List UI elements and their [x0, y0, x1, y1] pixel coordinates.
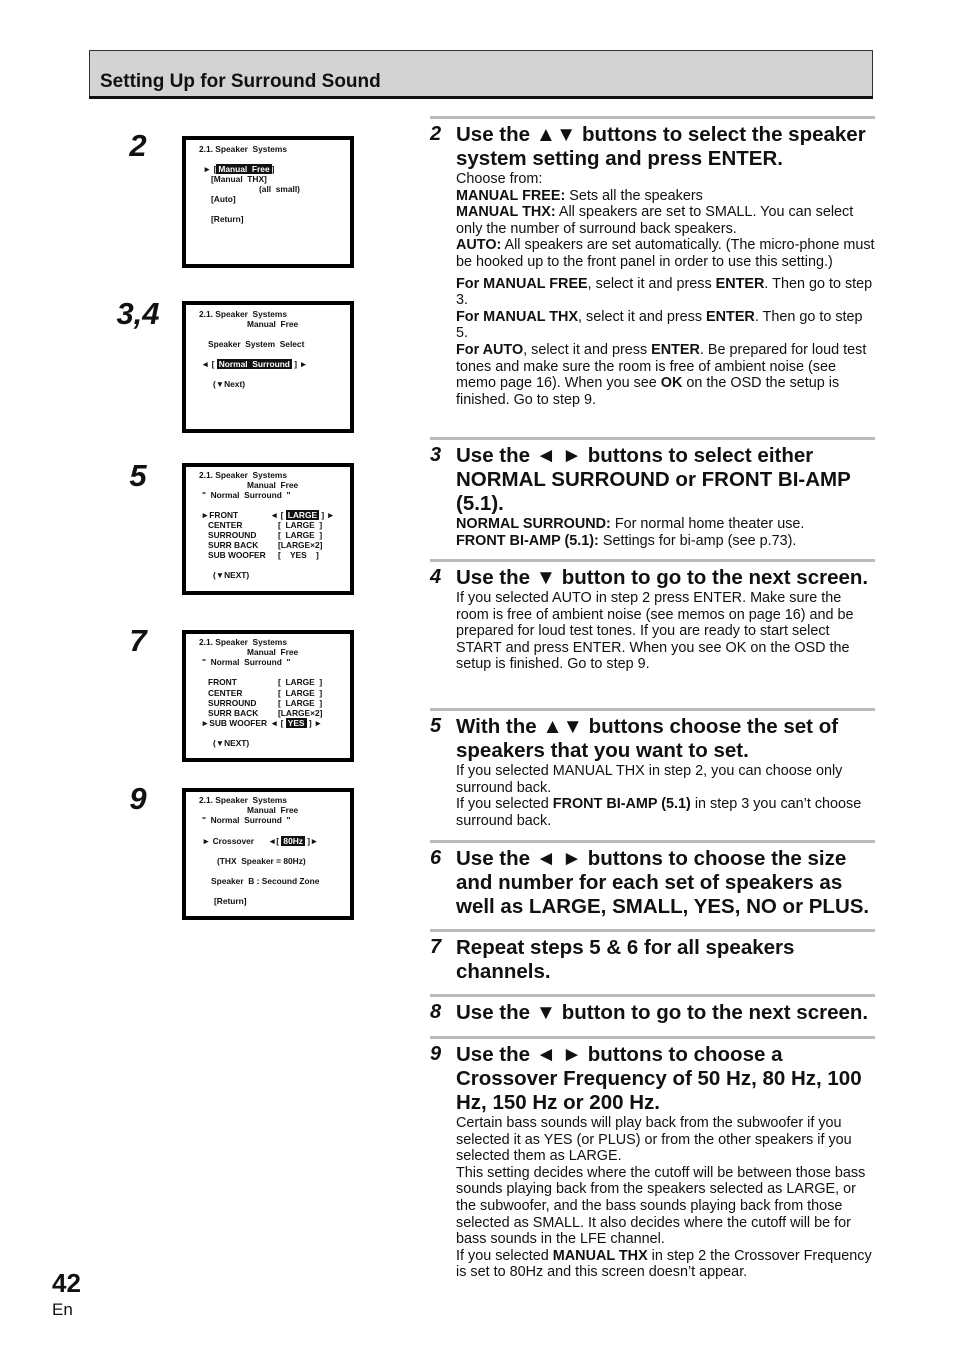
osd-line: CENTER [208, 520, 243, 530]
osd-line: [Manual THX] [211, 174, 267, 184]
osd-line: FRONT [208, 677, 237, 687]
step-6 [430, 847, 875, 919]
osd-line: 2.1. Speaker Systems [199, 637, 287, 647]
osd-next-hint: (▼Next) [213, 379, 246, 389]
osd-line: Manual Free [247, 647, 299, 657]
step-heading: Use the ▼ button to go to the next screen. [456, 566, 869, 589]
step-number: 5 [430, 715, 442, 737]
divider [430, 1036, 875, 1039]
osd-line: 2.1. Speaker Systems [199, 144, 287, 154]
osd-line: Speaker System Select [208, 339, 305, 349]
osd-row-subwoofer-value: ◄ [ YES ] ► [270, 718, 323, 728]
osd-line: SURR BACK [208, 540, 259, 550]
step-3 [430, 444, 875, 549]
osd-row-subwoofer: ►SUB WOOFER [201, 718, 267, 728]
osd-line: Manual Free [247, 319, 299, 329]
step-9 [430, 1043, 875, 1281]
osd-line: SURROUND [208, 530, 257, 540]
osd-line: [ LARGE ] [278, 520, 323, 530]
osd-line: " Normal Surround " [202, 657, 291, 667]
step-number: 2 [430, 123, 442, 145]
screen-label-9: 9 [129, 781, 147, 816]
osd-line: Manual Free [247, 480, 299, 490]
step-text: If you selected MANUAL THX in step 2 the Crossover Frequency is set to 80Hz and this screen doesn’t appear. [456, 1247, 872, 1281]
divider [430, 708, 875, 711]
step-text: If you selected MANUAL THX in step 2, you can choose only surround back. [456, 763, 843, 796]
osd-line: [LARGE×2] [278, 708, 323, 718]
step-heading: Use the ◄ ► buttons to choose the size and number for each set of speakers as well as LARGE, SMALL, YES, NO or PLUS. [456, 847, 870, 918]
divider [430, 437, 875, 440]
osd-row-front-value: ◄ [ LARGE ] ► [270, 510, 335, 520]
step-4 [430, 566, 875, 673]
osd-line: Manual Free [247, 805, 299, 815]
divider [430, 840, 875, 843]
step-number: 3 [430, 444, 442, 466]
screen-label-7: 7 [129, 623, 147, 658]
screen-label-2: 2 [129, 128, 147, 163]
osd-line: [ LARGE ] [278, 698, 323, 708]
step-heading: With the ▲▼ buttons choose the set of speakers that you want to set. [456, 715, 839, 762]
divider [430, 116, 875, 119]
osd-line: (all small) [259, 184, 300, 194]
osd-line: [Return] [214, 896, 247, 906]
divider [430, 929, 875, 932]
osd-line: SURROUND [208, 698, 257, 708]
osd-line: SUB WOOFER [208, 550, 266, 560]
osd-next-hint: (▼NEXT) [213, 738, 250, 748]
osd-line: [ LARGE ] [278, 677, 323, 687]
step-text: This setting decides where the cutoff will be between those bass sounds playing back from the speakers selected as LARGE, or the subwoofer, and the bass sounds playing back from those selected as SMALL. It also decides where the cutoff will be for bass sounds in the LFE channel. [456, 1164, 866, 1248]
step-5 [430, 715, 875, 829]
step-heading: Use the ▼ button to go to the next screen. [456, 1001, 869, 1024]
step-heading: Use the ◄ ► buttons to select either NORMAL SURROUND or FRONT BI-AMP (5.1). [456, 444, 851, 515]
osd-line: [Auto] [211, 194, 236, 204]
step-number: 7 [430, 936, 442, 958]
step-number: 8 [430, 1001, 442, 1023]
screen-label-34: 3,4 [116, 296, 160, 331]
osd-row-crossover: ► Crossover [202, 836, 255, 846]
osd-screen-step34 [182, 301, 354, 433]
osd-line: [LARGE×2] [278, 540, 323, 550]
osd-screen-step9 [182, 788, 354, 920]
osd-row-crossover-value: ◄[ 80Hz ]► [268, 836, 319, 846]
osd-line: 2.1. Speaker Systems [199, 795, 287, 805]
osd-line: (THX Speaker = 80Hz) [217, 856, 306, 866]
osd-selected-option: ◄ [ Normal Surround ] ► [201, 359, 308, 369]
screen-label-5: 5 [129, 458, 147, 493]
osd-line: " Normal Surround " [202, 490, 291, 500]
osd-screen-step2 [182, 136, 354, 268]
step-text: NORMAL SURROUND: For normal home theater use. FRONT BI-AMP (5.1): Settings for bi-amp (see p.73). [456, 516, 805, 549]
step-text: MANUAL FREE: Sets all the speakers MANUAL THX: All speakers are set to SMALL. You can select only the number of surround back speakers. AUTO: All speakers are set automatically. (The micro-phone must be hooked up to the front panel in order to use this setting.) [456, 187, 875, 270]
osd-screen-step5 [182, 463, 354, 595]
step-number: 9 [430, 1043, 442, 1065]
step-heading: Use the ◄ ► buttons to choose a Crossover Frequency of 50 Hz, 80 Hz, 100 Hz, 150 Hz or 200 Hz. [456, 1043, 862, 1114]
step-number: 6 [430, 847, 442, 869]
section-title: Setting Up for Surround Sound [100, 71, 381, 92]
step-text: If you selected AUTO in step 2 press ENTER. Make sure the room is free of ambient noise (see memos on page 16) and be prepared for loud test tones. If you are ready to start select START and press ENTER. When you see OK on the OSD the setup is finished. Go to step 9. [456, 590, 854, 673]
step-heading: Repeat steps 5 & 6 for all speakers channels. [456, 936, 795, 983]
divider [430, 559, 875, 562]
step-8 [430, 1001, 875, 1025]
step-7 [430, 936, 875, 984]
step-heading: Use the ▲▼ buttons to select the speaker system setting and press ENTER. [456, 123, 866, 170]
osd-line: Speaker B : Secound Zone [211, 876, 320, 886]
page-number: 42 [52, 1268, 81, 1298]
osd-line: CENTER [208, 688, 243, 698]
osd-line: 2.1. Speaker Systems [199, 470, 287, 480]
step-text: For MANUAL FREE, select it and press ENTER. Then go to step 3. For MANUAL THX, select it and press ENTER. Then go to step 5. For AUTO, select it and press ENTER. Be prepared for loud test tones and make sure the room is free of ambient noise (see memo page 16). When you see OK on the OSD the setup is finished. Go to step 9. [456, 275, 873, 408]
osd-line: [ YES ] [278, 550, 319, 560]
osd-line: [Return] [211, 214, 244, 224]
step-text: If you selected FRONT BI-AMP (5.1) in step 3 you can’t choose surround back. [456, 796, 862, 829]
osd-line: [ LARGE ] [278, 688, 323, 698]
osd-next-hint: (▼NEXT) [213, 570, 250, 580]
section-header [89, 50, 873, 98]
osd-selected-option: ► [ Manual Free ] [203, 164, 275, 174]
osd-row-front: ►FRONT [201, 510, 239, 520]
osd-line: " Normal Surround " [202, 815, 291, 825]
divider [430, 994, 875, 997]
osd-screen-step7 [182, 630, 354, 762]
step-text: Choose from: [456, 171, 543, 187]
osd-line: SURR BACK [208, 708, 259, 718]
language-label: En [52, 1300, 73, 1319]
step-2 [430, 123, 875, 408]
step-text: Certain bass sounds will play back from the subwoofer if you selected it as YES (or PLUS) or from the other speakers if you selected them as LARGE. [456, 1115, 852, 1165]
osd-line: [ LARGE ] [278, 530, 323, 540]
step-number: 4 [430, 566, 442, 588]
header-rule [89, 96, 873, 99]
osd-line: 2.1. Speaker Systems [199, 309, 287, 319]
